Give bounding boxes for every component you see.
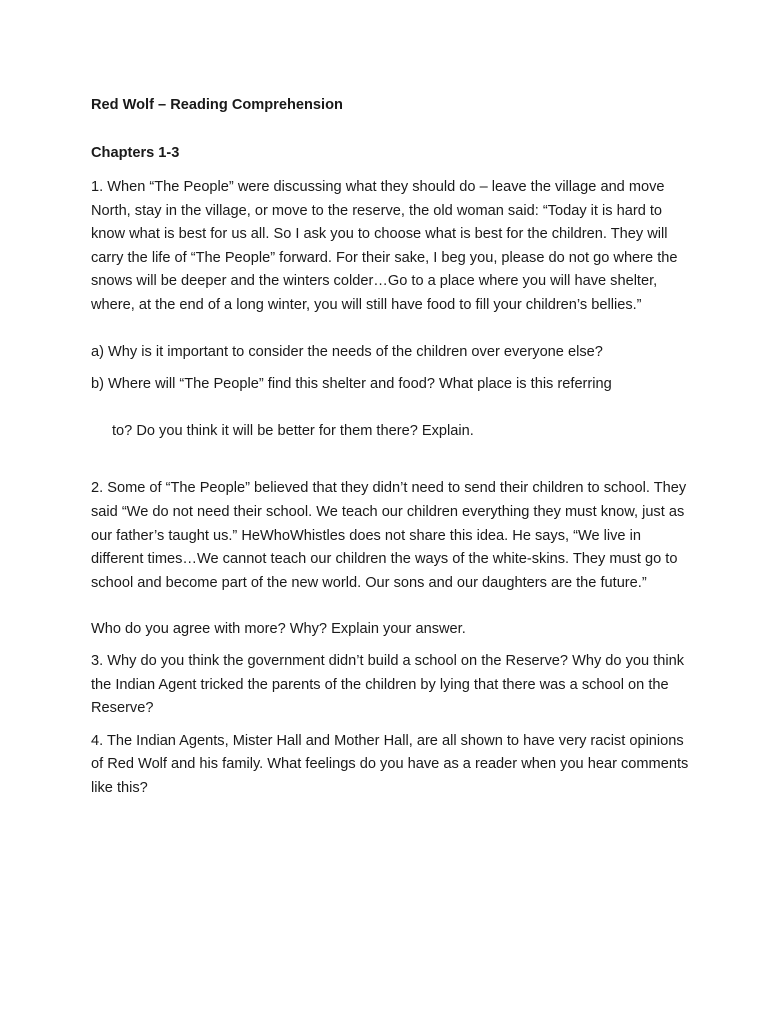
- question-3: 3. Why do you think the government didn’t build a school on the Reserve? Why do you think the Indian Agent tricked the parents of the children by lying that there was a school on the Reserve?: [91, 652, 685, 717]
- document-page: [91, 94, 691, 800]
- question-1a: a) Why is it important to consider the needs of the children over everyone else?: [91, 343, 603, 360]
- question-1b-continued: to? Do you think it will be better for them there? Explain.: [112, 422, 474, 439]
- document-title: Red Wolf – Reading Comprehension: [91, 97, 343, 113]
- question-2-follow-up: Who do you agree with more? Why? Explain your answer.: [91, 621, 466, 638]
- question-1b: b) Where will “The People” find this shelter and food? What place is this referring: [91, 376, 612, 393]
- question-2: 2. Some of “The People” believed that they didn’t need to send their children to school. They said “We do not need their school. We teach our children everything they must know, just as our father’s taught us.” HeWhoWhistles does not share this idea. He says, “We live in different times…We cannot teach our children the ways of the white-skins. They must go to school and become part of the new world. Our sons and our daughters are the future.”: [91, 480, 687, 591]
- question-1: 1. When “The People” were discussing what they should do – leave the village and move North, stay in the village, or move to the reserve, the old woman said: “Today it is hard to know what is best for us all. So I ask you to choose what is best for the children. They will carry the life of “The People” forward. For their sake, I beg you, please do not go where the snows will be deeper and the winters colder…Go to a place where you will have shelter, where, at the end of a long winter, you will still have food to fill your children’s bellies.”: [91, 179, 678, 313]
- question-4: 4. The Indian Agents, Mister Hall and Mother Hall, are all shown to have very racist opinions of Red Wolf and his family. What feelings do you have as a reader when you hear comments like this?: [91, 732, 689, 796]
- section-heading: Chapters 1-3: [91, 145, 180, 161]
